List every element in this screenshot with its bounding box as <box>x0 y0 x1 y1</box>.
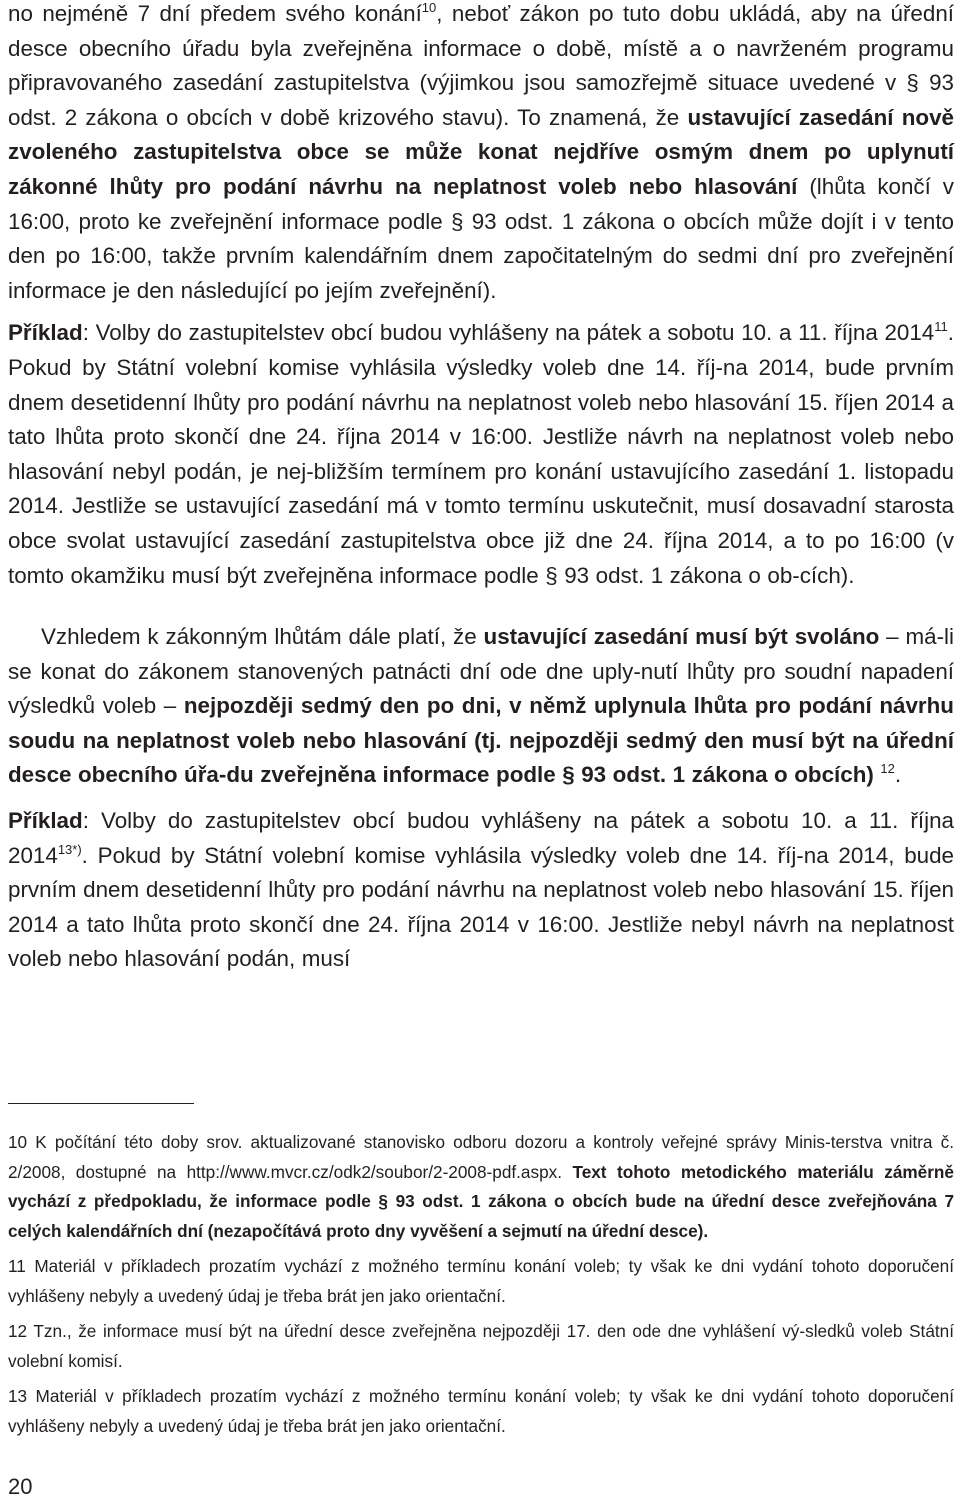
footnote-ref-10: 10 <box>421 0 437 15</box>
example-paragraph-2 <box>8 804 954 977</box>
example2-text-1: : Volby do zastupitelstev obcí budou vyhlášeny na pátek a sobotu 10. a 11. října 2014 <box>8 808 954 868</box>
footnote-separator <box>8 1103 194 1104</box>
example2-text-2: . Pokud by Státní volební komise vyhlásila výsledky voleb dne 14. říj-na 2014, bude prvním dnem desetidenní lhůty pro podání návrhu na neplatnost voleb nebo hlasování 15. říjen 2014 a tato lhůta proto skončí dne 24. října 2014 v 16:00. Jestliže nebyl návrh na neplatnost voleb nebo hlasování podán, musí <box>8 842 954 972</box>
paragraph1-text-3: (lhůta končí v 16:00, proto ke zveřejnění informace podle § 93 odst. 1 zákona o obcích může dojít i v tento den po 16:00, takže prvním kalendářním dnem započitatelným do sedmi dní pro zveřejnění informace je den následující po jejím zveřejnění). <box>8 173 954 303</box>
footnotes <box>8 1128 954 1441</box>
example1-text-1: : Volby do zastupitelstev obcí budou vyhlášeny na pátek a sobotu 10. a 11. října 2014 <box>82 320 935 346</box>
footnote-ref-11: 11 <box>934 319 948 335</box>
paragraph2-bold-2: nejpozději sedmý den po dni, v němž uplynula lhůta pro podání návrhu soudu na neplatnost voleb nebo hlasování (tj. nejpozději sedmý den musí být na úřední desce obecního úřa-du zveřejněna informace podle § 93 odst. 1 zákona o obcích) <box>8 693 954 788</box>
paragraph2-bold-1: ustavující zasedání musí být svoláno <box>483 624 880 650</box>
paragraph1-bold-1: ustavující zasedání nově zvoleného zastupitelstva obce se může konat nejdříve osmým dnem po uplynutí zákonné lhůty pro podání návrhu na neplatnost voleb nebo hlasování <box>8 104 954 199</box>
page-body <box>8 0 954 977</box>
footnote-10-text: 10 K počítání této doby srov. aktualizované stanovisko odboru dozoru a kontroly veřejné správy Minis-terstva vnitra č. 2/2008, dostupné na http://www.mvcr.cz/odk2/soubor/2-2008-pdf.aspx. <box>8 1132 954 1182</box>
footnote-13: 13 Materiál v příkladech prozatím vychází z možného termínu konání voleb; ty však ke dni vydání tohoto doporučení vyhlášeny nebyly a uvedený údaj je třeba brát jen jako orientační. <box>8 1386 954 1436</box>
paragraph1-text-2: , neboť zákon po tuto dobu ukládá, aby na úřední desce obecního úřadu byla zveřejněna informace o době, místě a o navrženém programu připravovaného zasedání zastupitelstva (výjimkou jsou samozřejmě situace uvedené v § 93 odst. 2 zákona o obcích v době krizového stavu). To znamená, že <box>8 1 954 130</box>
paragraph-deadline-rules <box>8 620 954 793</box>
paragraph2-text-2: – má-li se konat do zákonem stanovených patnácti dní ode dne uply-nutí lhůty pro soudní napadení výsledků voleb – <box>8 624 954 719</box>
page-number: 20 <box>8 1474 33 1499</box>
paragraph1-text-1: no nejméně 7 dní předem svého konání <box>8 1 422 26</box>
example-paragraph-1 <box>8 316 954 593</box>
example1-label: Příklad <box>8 320 83 346</box>
footnote-10-bold: Text tohoto metodického materiálu záměrně vychází z předpokladu, že informace podle § 93 odst. 1 zákona o obcích bude na úřední desce zveřejňována 7 celých kalendářních dní (nezapočítává proto dny vyvěšení a sejmutí na úřední desce). <box>8 1161 954 1241</box>
paragraph2-text-1: Vzhledem k zákonným lhůtám dále platí, že <box>41 624 484 650</box>
paragraph-continued <box>8 0 954 308</box>
footnote-11: 11 Materiál v příkladech prozatím vychází z možného termínu konání voleb; ty však ke dni vydání tohoto doporučení vyhlášeny nebyly a uvedený údaj je třeba brát jen jako orientační. <box>8 1256 954 1306</box>
example1-text-2: . Pokud by Státní volební komise vyhlásila výsledky voleb dne 14. říj-na 2014, bude prvním dnem desetidenní lhůty pro podání návrhu na neplatnost voleb nebo hlasování 15. říjen 2014 a tato lhůta proto skončí dne 24. října 2014 v 16:00. Jestliže návrh na neplatnost voleb nebo hlasování nebyl podán, je nej-bližším termínem pro konání ustavujícího zasedání 1. listopadu 2014. Jestliže se ustavující zasedání má v tomto termínu uskutečnit, musí dosavadní starosta obce svolat ustavující zasedání zastupitelstva obce již dne 24. října 2014, a to po 16:00 (v tomto okamžiku musí být zveřejněna informace podle § 93 odst. 1 zákona o ob-cích). <box>8 320 954 588</box>
footnote-ref-12: 12 <box>880 761 895 777</box>
footnote-ref-13: 13*) <box>57 841 82 857</box>
example2-label: Příklad <box>8 808 83 834</box>
footnote-10 <box>8 1128 954 1246</box>
footnote-12: 12 Tzn., že informace musí být na úřední desce zveřejněna nejpozději 17. den ode dne vyhlášení vý-sledků voleb Státní volební komisí. <box>8 1321 954 1371</box>
paragraph2-text-4: . <box>894 762 902 788</box>
